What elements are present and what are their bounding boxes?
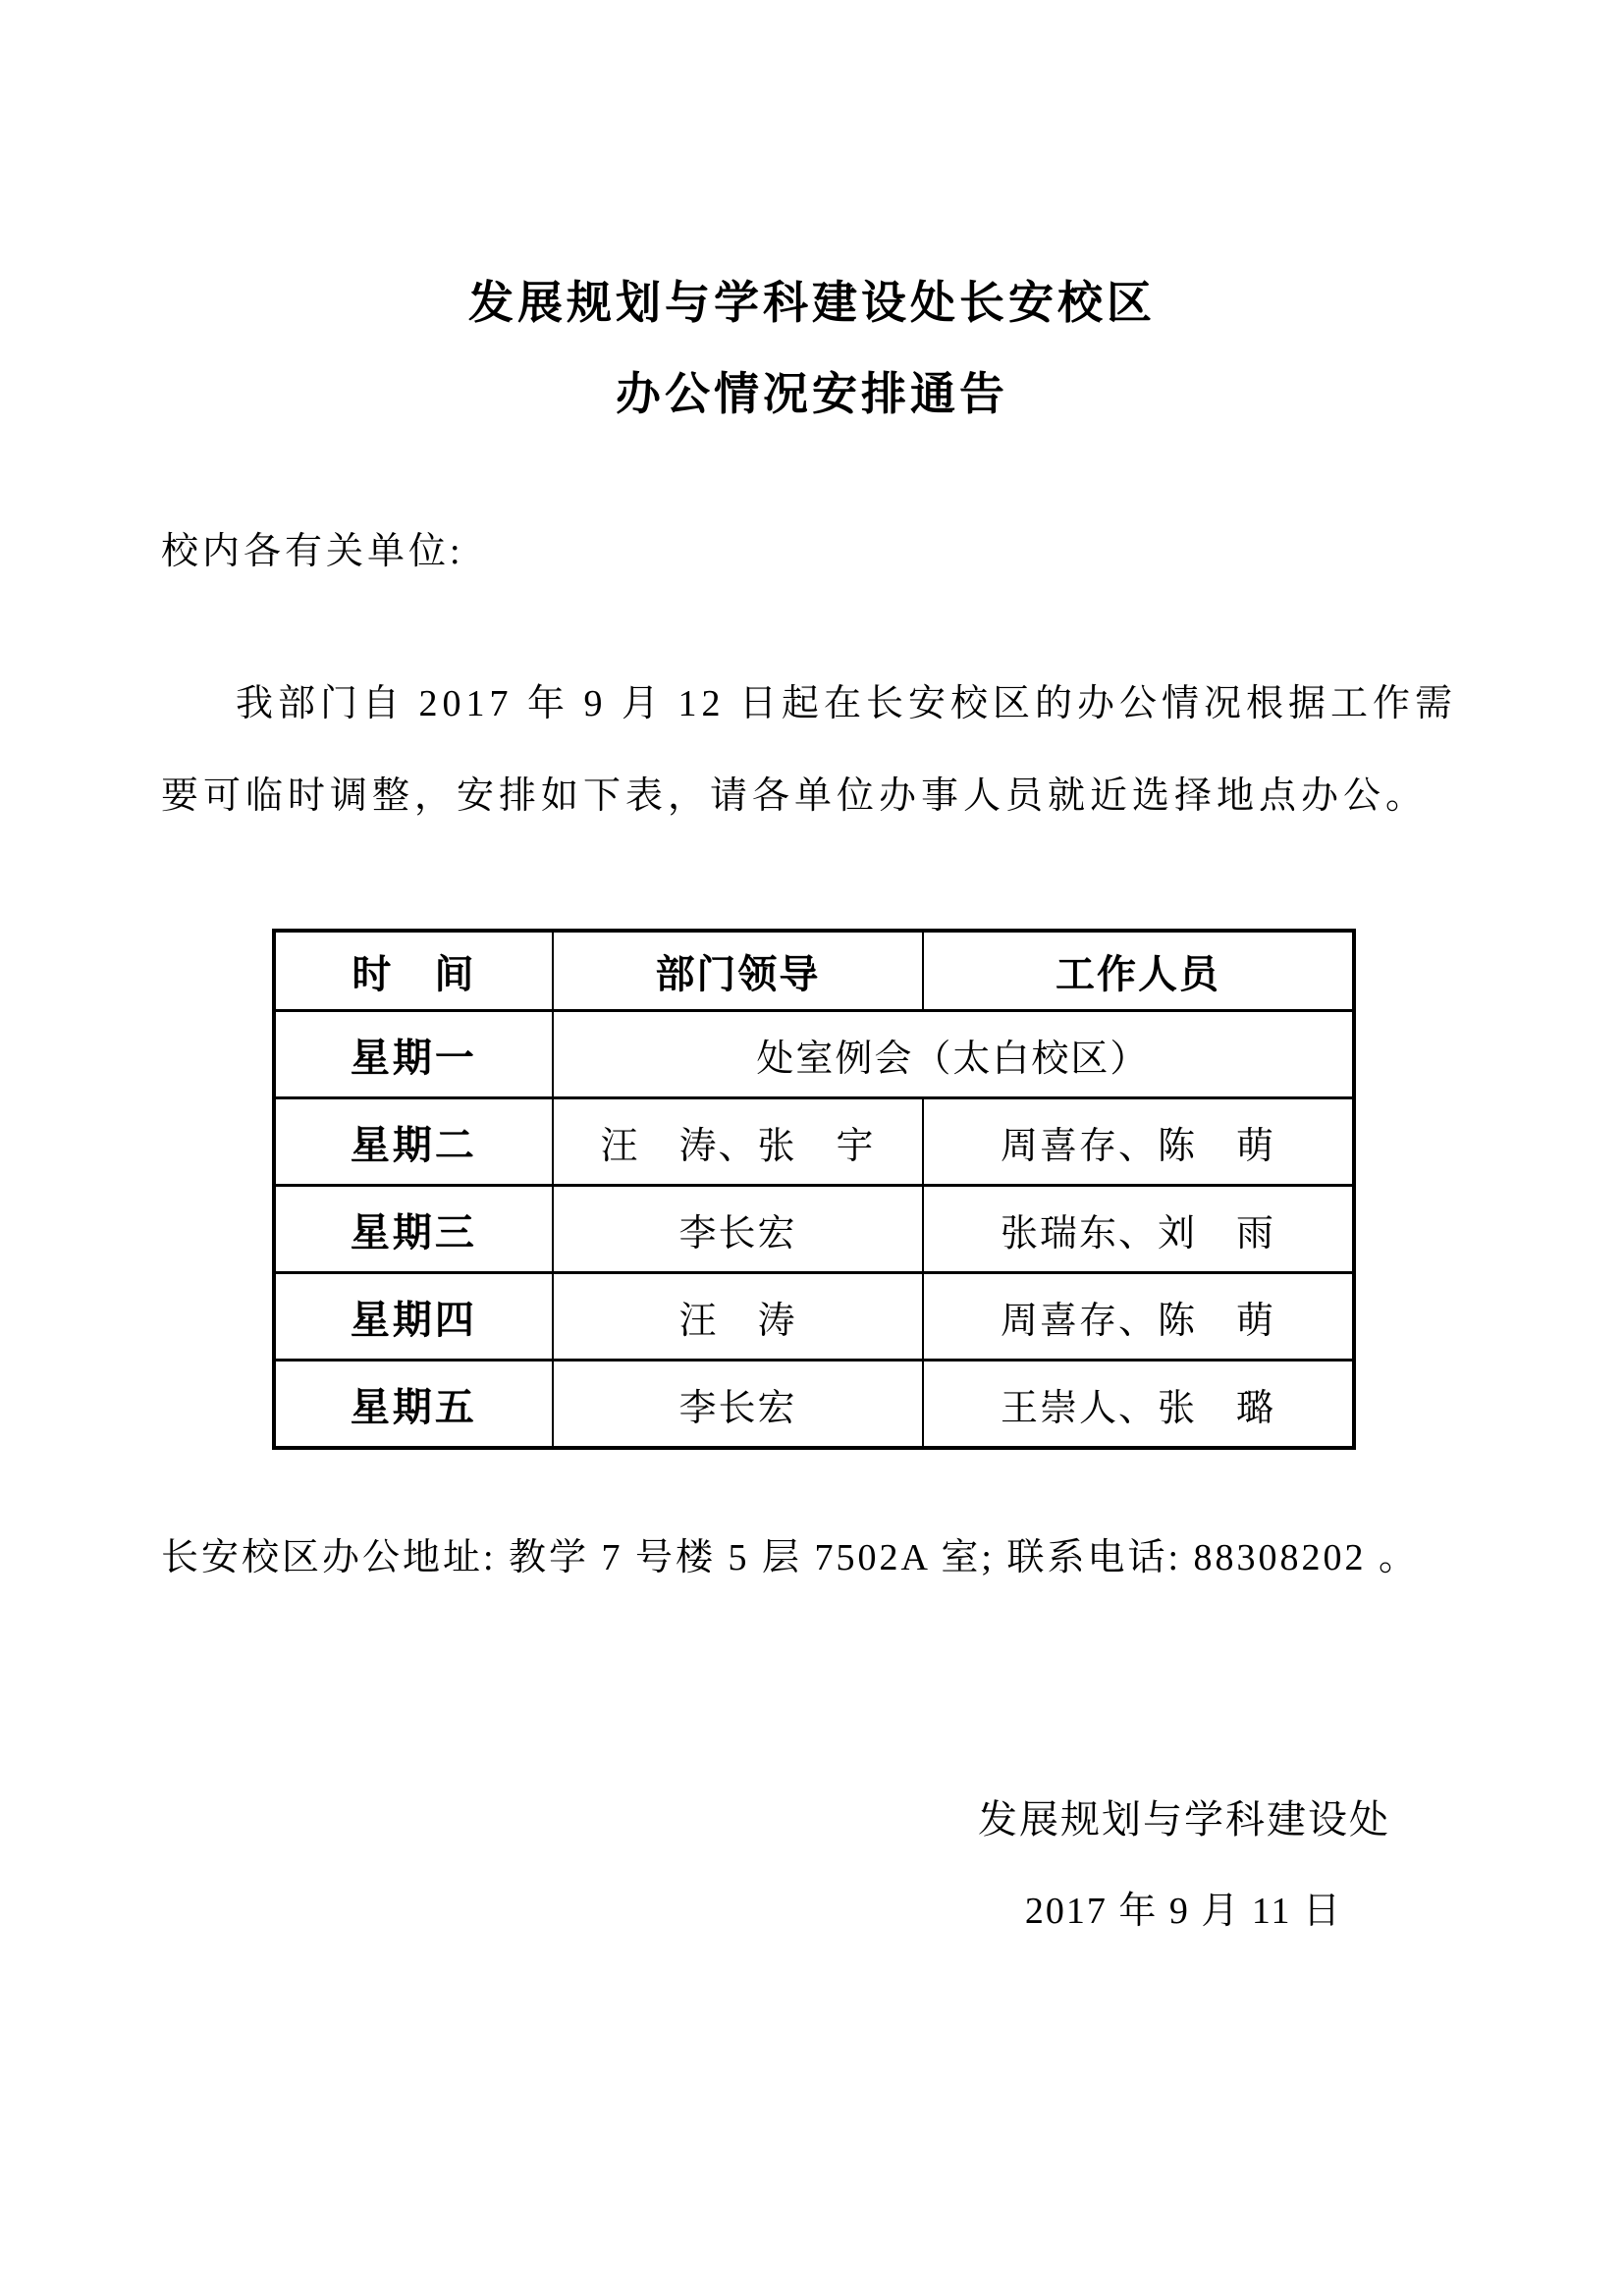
staff-cell-tuesday: 周喜存、陈 萌	[923, 1098, 1354, 1186]
document-title-line2: 办公情况安排通告	[616, 367, 1008, 419]
day-cell-wednesday: 星期三	[274, 1186, 553, 1273]
leader-cell-thursday: 汪 涛	[553, 1273, 923, 1361]
table-row-wednesday	[274, 1186, 1354, 1273]
body-line-2: 要可临时调整，安排如下表，请各单位办事人员就近选择地点办公。	[161, 775, 1429, 817]
leader-cell-wednesday: 李长宏	[553, 1186, 923, 1273]
leader-cell-friday: 李长宏	[553, 1361, 923, 1449]
table-header-staff: 工作人员	[923, 931, 1354, 1011]
table-header-time: 时 间	[274, 931, 553, 1011]
table-row-thursday	[274, 1273, 1354, 1361]
signature-department: 发展规划与学科建设处	[978, 1797, 1390, 1842]
day-cell-tuesday: 星期二	[274, 1098, 553, 1186]
staff-cell-thursday: 周喜存、陈 萌	[923, 1273, 1354, 1361]
table-row-monday	[274, 1011, 1354, 1098]
table-row-tuesday	[274, 1098, 1354, 1186]
table-row-friday	[274, 1361, 1354, 1449]
signature-date: 2017 年 9 月 11 日	[1024, 1891, 1342, 1932]
address-line: 长安校区办公地址: 教学 7 号楼 5 层 7502A 室; 联系电话: 88308202 。	[161, 1537, 1420, 1578]
table-header-row	[274, 931, 1354, 1011]
merged-meeting-cell: 处室例会（太白校区）	[553, 1011, 1354, 1098]
day-cell-friday: 星期五	[274, 1361, 553, 1449]
body-paragraph	[161, 658, 1463, 842]
table-header-leaders: 部门领导	[553, 931, 923, 1011]
salutation: 校内各有关单位:	[161, 531, 464, 572]
leader-cell-tuesday: 汪 涛、张 宇	[553, 1098, 923, 1186]
day-cell-monday: 星期一	[274, 1011, 553, 1098]
document-title-line1: 发展规划与学科建设处长安校区	[468, 277, 1156, 328]
body-line-1: 我部门自 2017 年 9 月 12 日起在长安校区的办公情况根据工作需	[236, 683, 1458, 724]
staff-cell-friday: 王崇人、张 璐	[923, 1361, 1354, 1449]
day-cell-thursday: 星期四	[274, 1273, 553, 1361]
staff-cell-wednesday: 张瑞东、刘 雨	[923, 1186, 1354, 1273]
schedule-table	[272, 929, 1356, 1450]
